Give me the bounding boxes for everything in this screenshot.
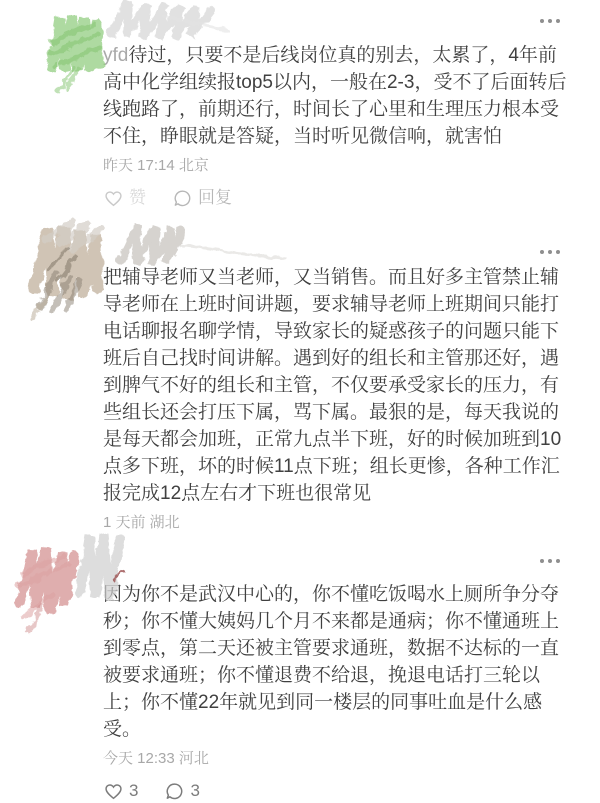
heart-icon	[103, 188, 124, 209]
comment-text: 因为你不是武汉中心的，你不懂吃饭喝水上厕所争分夺秒；你不懂大姨妈几个月不来都是通病；你不懂通班上到零点，第二天还被主管要求通班，数据不达标的一直被要求通班；你不懂退费不给退，挽退电话打三轮以上；你不懂22年就见到同一楼层的同事吐血是什么感受。	[103, 584, 560, 740]
redacted-avatar-scribble[interactable]	[18, 211, 118, 326]
more-dot-icon	[548, 19, 552, 23]
more-dot-icon	[540, 250, 544, 254]
comment-meta: 昨天 17:14 北京	[103, 157, 209, 174]
reply-bubble-icon	[172, 188, 193, 209]
more-dot-icon	[540, 559, 544, 563]
more-dot-icon	[548, 559, 552, 563]
comment-text: 把辅导老师又当老师，又当销售。而且好多主管禁止辅导老师在上班时间讲题，要求辅导老师上班期间只能打电话聊报名聊学情，导致家长的疑惑孩子的问题只能下班后自己找时间讲解。遇到好的组长和主管那还好，遇到脾气不好的组长和主管，不仅要承受家长的压力，有些组长还会打压下属，骂下属。最狠的是，每天我说的是每天都会加班，正常九点半下班，好的时候加班到10点多下班，坏的时候11点下班；组长更惨，各种工作汇报完成12点左右才下班也很常见	[103, 267, 562, 504]
like-count: 3	[129, 781, 139, 800]
redacted-username-scribble	[70, 524, 132, 616]
more-options-button[interactable]	[540, 14, 560, 28]
more-dot-icon	[548, 250, 552, 254]
like-button[interactable]	[103, 188, 146, 209]
reply-count: 3	[190, 781, 200, 800]
redacted-avatar-scribble[interactable]	[40, 4, 112, 96]
comment-text-prefix: yfd	[103, 45, 129, 66]
comment-meta: 今天 12:33 河北	[103, 750, 209, 767]
more-options-button[interactable]	[540, 554, 560, 568]
heart-icon	[103, 781, 124, 802]
comment-item	[0, 532, 600, 802]
redacted-username-scribble	[108, 213, 308, 273]
comment-item	[0, 209, 600, 532]
more-dot-icon	[556, 250, 560, 254]
redacted-username-scribble	[103, 0, 233, 42]
more-dot-icon	[556, 559, 560, 563]
more-options-button[interactable]	[540, 245, 560, 259]
reply-label: 回复	[198, 188, 232, 207]
comment-item	[0, 0, 600, 209]
like-button[interactable]	[103, 781, 138, 802]
more-dot-icon	[540, 19, 544, 23]
comment-text: yfd待过，只要不是后线岗位真的别去，太累了，4年前高中化学组续报top5以内，一般在2-3，受不了后面转后线跑路了，前期还行，时间长了心里和生理压力根本受不住，睁眼就是答疑，当时听见微信响，就害怕	[103, 45, 567, 147]
comment-meta: 1 天前 湖北	[103, 514, 180, 531]
more-dot-icon	[556, 19, 560, 23]
reply-bubble-icon	[164, 781, 185, 802]
like-label: 赞	[129, 188, 146, 207]
reply-button[interactable]	[164, 781, 199, 802]
reply-button[interactable]	[172, 188, 232, 209]
